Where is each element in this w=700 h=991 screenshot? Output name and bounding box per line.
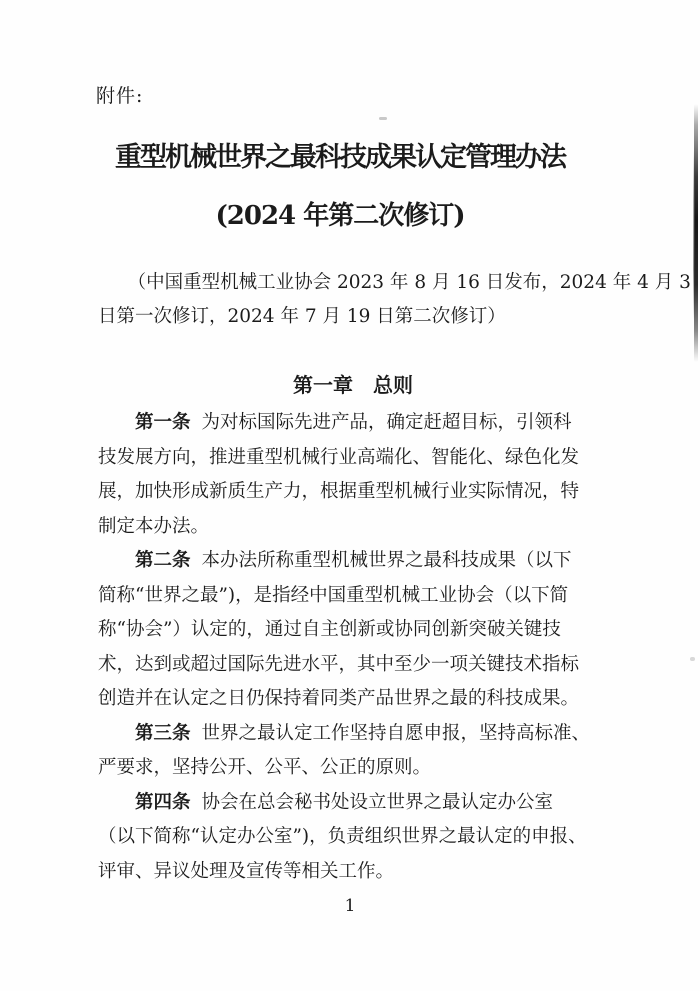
- page-number: 1: [344, 896, 356, 916]
- document-subtitle: (2024 年第二次修订): [215, 201, 465, 231]
- attachment-label: 附件:: [96, 85, 144, 107]
- article-1-line-4: 制定本办法。: [98, 515, 210, 537]
- article-3-line-1-text: 世界之最认定工作坚持自愿申报，坚持高标准、: [201, 722, 591, 744]
- scan-artifact-speck: [379, 117, 387, 120]
- article-1-line-3: 展，加快形成新质生产力，根据重型机械行业实际情况，特: [98, 481, 580, 502]
- article-1-line-1: [98, 406, 590, 441]
- article-2-line-4: 术，达到或超过国际先进水平，其中至少一项关键技术指标: [98, 653, 580, 675]
- article-1-line-2: 技发展方向，推进重型机械行业高端化、智能化、绿色化发: [98, 446, 580, 468]
- revision-note: [98, 266, 691, 334]
- article-3-line-2: 严要求，坚持公开、公平、公正的原则。: [98, 757, 432, 778]
- articles-body: [98, 406, 590, 889]
- article-4-line-3: 评审、异议处理及宣传等相关工作。: [98, 860, 395, 882]
- article-4-line-1-text: 协会在总会秘书处设立世界之最认定办公室: [201, 791, 554, 813]
- article-2-number: 第二条: [135, 550, 191, 571]
- article-3-line-1: [98, 717, 590, 752]
- revision-note-line-1: （中国重型机械工业协会 2023 年 8 月 16 日发布，2024 年 4 月 3: [127, 272, 691, 293]
- article-2-line-1-text: 本办法所称重型机械世界之最科技成果（以下: [201, 550, 572, 571]
- chapter-heading: 第一章 总则: [293, 373, 413, 397]
- article-1-number: 第一条: [135, 412, 191, 433]
- article-4-line-2: （以下简称“认定办公室”)，负责组织世界之最认定的申报、: [98, 826, 587, 847]
- article-2-line-2: 简称“世界之最”)，是指经中国重型机械工业协会（以下简: [98, 584, 569, 606]
- scan-artifact-streak: [694, 104, 698, 362]
- article-2-line-3: 称“协会”）认定的，通过自主创新或协同创新突破关键技: [98, 619, 561, 640]
- article-2-line-1: [98, 544, 590, 579]
- article-4-line-1: [98, 786, 590, 821]
- article-1-line-1-text: 为对标国际先进产品，确定赶超目标，引领科: [201, 412, 572, 433]
- document-title: 重型机械世界之最科技成果认定管理办法: [115, 142, 565, 173]
- article-2-line-5: 创造并在认定之日仍保持着同类产品世界之最的科技成果。: [98, 688, 580, 709]
- article-4-number: 第四条: [135, 791, 191, 813]
- revision-note-line-2: 日第一次修订，2024 年 7 月 19 日第二次修订）: [98, 306, 506, 327]
- scan-artifact-streak-edge: [693, 150, 695, 320]
- article-3-number: 第三条: [135, 722, 191, 744]
- scan-artifact-speck: [690, 657, 695, 661]
